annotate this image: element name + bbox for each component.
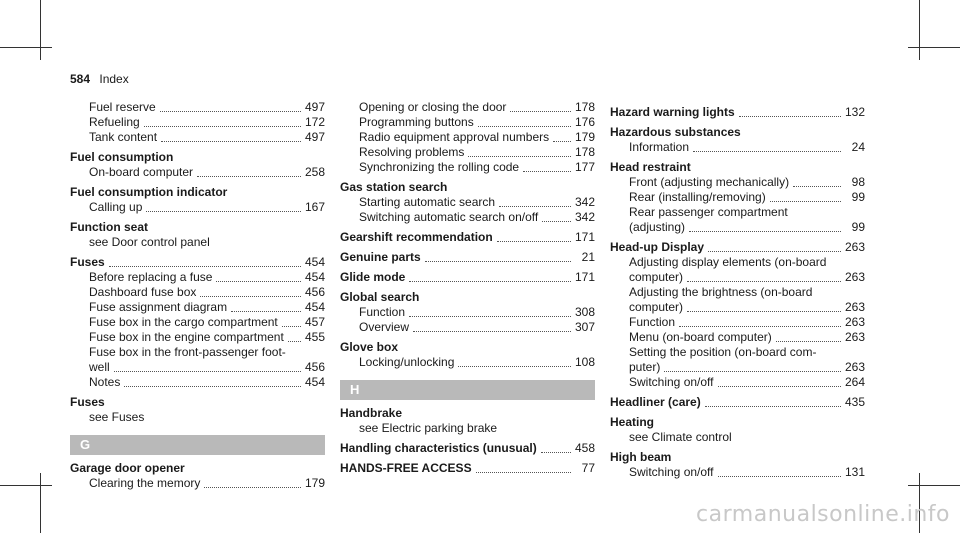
index-subentry: [340, 130, 595, 145]
index-heading: [610, 125, 865, 140]
entry-label: computer): [629, 300, 684, 314]
index-column-2: [340, 100, 595, 476]
page-reference: 179: [574, 130, 595, 144]
dot-leader: [776, 341, 841, 342]
entry-label: Rear (installing/removing): [629, 190, 766, 204]
entry-label: HANDS-FREE ACCESS: [340, 461, 472, 475]
index-subentry: [70, 130, 325, 145]
index-subentry: [340, 210, 595, 225]
index-heading: [610, 105, 865, 120]
index-heading: [70, 395, 325, 410]
dot-leader: [216, 281, 301, 282]
dot-leader: [161, 141, 301, 142]
entry-label: Starting automatic search: [359, 195, 496, 209]
page-reference: 455: [304, 330, 325, 344]
dot-leader: [718, 386, 841, 387]
dot-leader: [718, 476, 841, 477]
entry-label: (adjusting): [629, 220, 686, 234]
index-subentry: [70, 476, 325, 491]
page-reference: 171: [574, 230, 595, 244]
page-reference: 263: [844, 240, 865, 254]
index-subentry: [610, 140, 865, 155]
page-reference: 132: [844, 105, 865, 119]
index-subentry: [610, 465, 865, 480]
index-entry-text: Fuse box in the front-passenger foot-: [89, 345, 286, 359]
page-reference: 176: [574, 115, 595, 129]
entry-label: well: [89, 360, 110, 374]
dot-leader: [114, 371, 301, 372]
entry-label: Headliner (care): [610, 395, 701, 409]
page-reference: 178: [574, 145, 595, 159]
page-reference: 263: [844, 270, 865, 284]
index-subentry: [610, 270, 865, 285]
index-heading: [610, 415, 865, 430]
dot-leader: [124, 386, 301, 387]
page-reference: 172: [304, 115, 325, 129]
page-reference: 98: [851, 175, 865, 189]
section-letter: H: [340, 380, 595, 400]
entry-label: Global search: [340, 290, 420, 304]
index-heading: [610, 160, 865, 175]
entry-label: Function: [629, 315, 676, 329]
entry-label: Overview: [359, 320, 410, 334]
index-subentry: [70, 360, 325, 375]
dot-leader: [510, 111, 571, 112]
index-subentry: [70, 115, 325, 130]
dot-leader: [523, 171, 571, 172]
page-reference: 263: [844, 300, 865, 314]
dot-leader: [425, 261, 571, 262]
entry-label: Garage door opener: [70, 461, 185, 475]
index-heading: [610, 450, 865, 465]
index-entry-text: Rear passenger compartment: [629, 205, 788, 219]
page-reference: 99: [851, 190, 865, 204]
page-reference: 342: [574, 195, 595, 209]
dot-leader: [409, 316, 571, 317]
crop-mark: [40, 473, 41, 533]
entry-label: Fuses: [70, 395, 105, 409]
index-subentry: [340, 115, 595, 130]
page-reference: 454: [304, 270, 325, 284]
index-entry-text: Setting the position (on-board com-: [629, 345, 817, 359]
index-subentry: [340, 145, 595, 160]
page-reference: 456: [304, 285, 325, 299]
index-heading: [340, 406, 595, 421]
page-reference: 167: [304, 200, 325, 214]
entry-label: Menu (on-board computer): [629, 330, 772, 344]
page-number: 584: [70, 72, 91, 86]
index-heading: [70, 255, 325, 270]
dot-leader: [468, 156, 571, 157]
index-heading: [70, 150, 325, 165]
page-header: [70, 72, 129, 86]
page-reference: 258: [304, 165, 325, 179]
index-heading: [70, 461, 325, 476]
dot-leader: [231, 311, 301, 312]
dot-leader: [542, 221, 571, 222]
page-reference: 456: [304, 360, 325, 374]
dot-leader: [693, 151, 841, 152]
entry-label: Notes: [89, 375, 121, 389]
dot-leader: [413, 331, 571, 332]
page-reference: 497: [304, 100, 325, 114]
page-reference: 178: [574, 100, 595, 114]
entry-label: Switching on/off: [629, 465, 714, 479]
entry-label: Front (adjusting mechanically): [629, 175, 790, 189]
index-subentry: [70, 100, 325, 115]
page-reference: 342: [574, 210, 595, 224]
entry-label: Information: [629, 140, 690, 154]
entry-label: Fuel consumption: [70, 150, 174, 164]
entry-label: On-board computer: [89, 165, 194, 179]
dot-leader: [687, 311, 841, 312]
entry-label: Hazardous substances: [610, 125, 741, 139]
dot-leader: [497, 241, 571, 242]
dot-leader: [197, 176, 301, 177]
page-reference: 263: [844, 315, 865, 329]
entry-label: Dashboard fuse box: [89, 285, 197, 299]
index-heading: [70, 220, 325, 235]
index-subentry: [340, 195, 595, 210]
index-heading: [340, 290, 595, 305]
entry-label: Resolving problems: [359, 145, 465, 159]
index-heading: [340, 230, 595, 245]
crop-mark: [919, 0, 920, 60]
entry-label: Head restraint: [610, 160, 691, 174]
index-subentry: [610, 175, 865, 190]
dot-leader: [200, 296, 301, 297]
entry-label: Fuse box in the cargo compartment: [89, 315, 278, 329]
index-subentry: [70, 330, 325, 345]
index-subentry: [610, 190, 865, 205]
entry-label: Function seat: [70, 220, 149, 234]
index-entry-text: Adjusting display elements (on-board: [629, 255, 827, 269]
index-entry-text: see Door control panel: [89, 235, 210, 249]
entry-label: Tank content: [89, 130, 158, 144]
index-subentry: [610, 300, 865, 315]
index-subentry: [610, 375, 865, 390]
page-title: Index: [99, 72, 129, 86]
entry-label: Refueling: [89, 115, 140, 129]
page-reference: 131: [844, 465, 865, 479]
index-subentry: [340, 160, 595, 175]
entry-label: Fuel reserve: [89, 100, 156, 114]
index-subentry: [340, 320, 595, 335]
dot-leader: [739, 116, 841, 117]
page-reference: 177: [574, 160, 595, 174]
dot-leader: [282, 326, 301, 327]
page-reference: 264: [844, 375, 865, 389]
dot-leader: [478, 126, 571, 127]
index-heading: [70, 185, 325, 200]
section-letter: G: [70, 435, 325, 455]
page-reference: 454: [304, 300, 325, 314]
page-reference: 454: [304, 375, 325, 389]
dot-leader: [204, 487, 301, 488]
index-subentry: [610, 330, 865, 345]
page-reference: 263: [844, 360, 865, 374]
index-subentry: [70, 375, 325, 390]
entry-label: Before replacing a fuse: [89, 270, 213, 284]
index-column-1: [70, 100, 325, 491]
dot-leader: [664, 371, 841, 372]
entry-label: Calling up: [89, 200, 143, 214]
entry-label: Fuse box in the engine compartment: [89, 330, 284, 344]
entry-label: Switching on/off: [629, 375, 714, 389]
dot-leader: [705, 406, 841, 407]
page-reference: 99: [851, 220, 865, 234]
page-reference: 263: [844, 330, 865, 344]
index-subentry: [70, 270, 325, 285]
entry-label: Function: [359, 305, 406, 319]
page-reference: 179: [304, 476, 325, 490]
index-heading: [610, 240, 865, 255]
dot-leader: [144, 126, 301, 127]
dot-leader: [458, 366, 571, 367]
entry-label: Fuel consumption indicator: [70, 185, 228, 199]
crop-mark: [908, 47, 960, 48]
index-heading: [340, 180, 595, 195]
entry-label: Heating: [610, 415, 655, 429]
entry-label: computer): [629, 270, 684, 284]
entry-label: Glove box: [340, 340, 399, 354]
index-entry-text: see Electric parking brake: [359, 421, 498, 435]
dot-leader: [160, 111, 301, 112]
index-subentry: [610, 360, 865, 375]
dot-leader: [770, 201, 841, 202]
index-heading: [340, 250, 595, 265]
entry-label: Radio equipment approval numbers: [359, 130, 550, 144]
entry-label: puter): [629, 360, 661, 374]
dot-leader: [146, 211, 301, 212]
index-subentry: [610, 315, 865, 330]
crop-mark: [40, 0, 41, 60]
page-reference: 458: [574, 441, 595, 455]
dot-leader: [409, 281, 571, 282]
entry-label: High beam: [610, 450, 672, 464]
entry-label: Synchronizing the rolling code: [359, 160, 520, 174]
entry-label: Clearing the memory: [89, 476, 201, 490]
index-heading: [340, 270, 595, 285]
index-entry-text: Adjusting the brightness (on-board: [629, 285, 813, 299]
entry-label: Genuine parts: [340, 250, 421, 264]
entry-label: Opening or closing the door: [359, 100, 507, 114]
dot-leader: [288, 341, 301, 342]
entry-label: Handling characteristics (unusual): [340, 441, 537, 455]
index-subentry: [610, 220, 865, 235]
index-entry-text: see Climate control: [629, 430, 732, 444]
index-subentry: [70, 315, 325, 330]
dot-leader: [553, 141, 571, 142]
entry-label: Handbrake: [340, 406, 403, 420]
dot-leader: [499, 206, 571, 207]
index-subentry: [70, 200, 325, 215]
entry-label: Switching automatic search on/off: [359, 210, 539, 224]
index-subentry: [340, 355, 595, 370]
crop-mark: [908, 485, 960, 486]
index-heading: [340, 441, 595, 456]
index-subentry: [340, 100, 595, 115]
entry-label: Programming buttons: [359, 115, 474, 129]
index-heading: [340, 340, 595, 355]
entry-label: Hazard warning lights: [610, 105, 735, 119]
dot-leader: [476, 472, 571, 473]
page-reference: 308: [574, 305, 595, 319]
index-subentry: [70, 285, 325, 300]
crop-mark: [0, 47, 52, 48]
page-reference: 171: [574, 270, 595, 284]
index-heading: [340, 461, 595, 476]
index-subentry: [340, 305, 595, 320]
dot-leader: [687, 281, 841, 282]
page-reference: 454: [304, 255, 325, 269]
entry-label: Fuses: [70, 255, 105, 269]
entry-label: Locking/unlocking: [359, 355, 455, 369]
crop-mark: [0, 485, 52, 486]
index-entry-text: see Fuses: [89, 410, 145, 424]
page-reference: 497: [304, 130, 325, 144]
entry-label: Gas station search: [340, 180, 448, 194]
entry-label: Fuse assignment diagram: [89, 300, 228, 314]
index-column-3: [610, 100, 865, 480]
dot-leader: [689, 231, 841, 232]
page-reference: 435: [844, 395, 865, 409]
index-subentry: [70, 165, 325, 180]
page-reference: 457: [304, 315, 325, 329]
dot-leader: [708, 251, 841, 252]
dot-leader: [793, 186, 841, 187]
page-reference: 24: [851, 140, 865, 154]
index-subentry: [70, 300, 325, 315]
page-reference: 108: [574, 355, 595, 369]
watermark: carmanualsonline.info: [696, 502, 950, 527]
page-reference: 77: [581, 461, 595, 475]
page-reference: 21: [581, 250, 595, 264]
entry-label: Head-up Display: [610, 240, 705, 254]
dot-leader: [109, 266, 301, 267]
entry-label: Glide mode: [340, 270, 406, 284]
entry-label: Gearshift recommendation: [340, 230, 493, 244]
dot-leader: [541, 452, 571, 453]
page-reference: 307: [574, 320, 595, 334]
index-heading: [610, 395, 865, 410]
dot-leader: [679, 326, 841, 327]
